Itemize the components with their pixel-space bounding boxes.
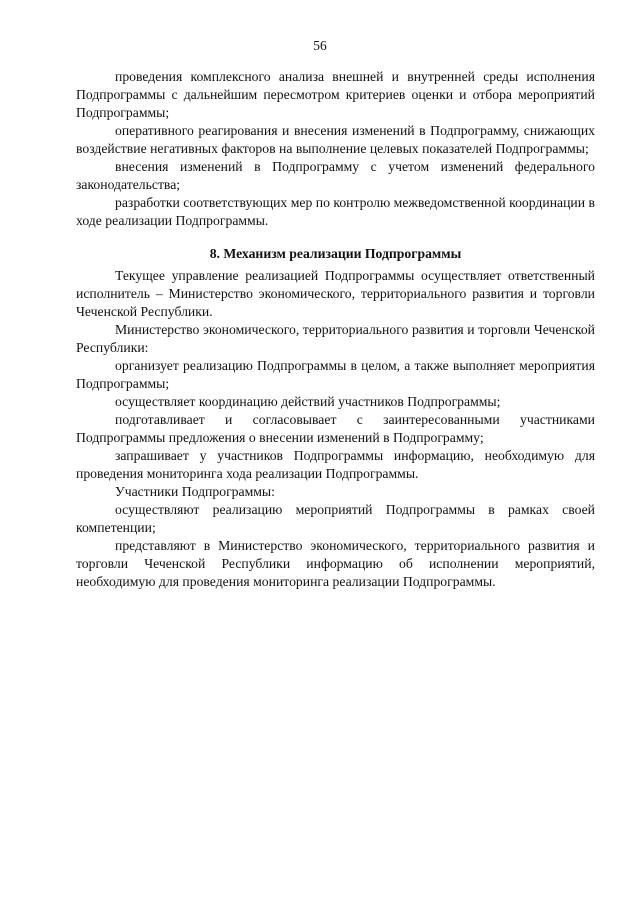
paragraph: Участники Подпрограммы: xyxy=(115,484,275,499)
page-content xyxy=(76,68,595,591)
paragraph: оперативного реагирования и внесения изменений в Подпрограмму, снижающих воздействие негативных факторов на выполнение целевых показателей Подпрограммы; xyxy=(76,123,595,156)
paragraph: подготавливает и согласовывает с заинтересованными участниками Подпрограммы предложения о внесении изменений в Подпрограмму; xyxy=(76,412,595,445)
paragraph: разработки соответствующих мер по контролю межведомственной координации в ходе реализации Подпрограммы. xyxy=(76,195,595,228)
paragraph: организует реализацию Подпрограммы в целом, а также выполняет мероприятия Подпрограммы; xyxy=(76,358,595,391)
paragraph: осуществляет координацию действий участников Подпрограммы; xyxy=(115,394,501,409)
paragraph: Текущее управление реализацией Подпрограммы осуществляет ответственный исполнитель – Министерство экономического, территориального развития и торговли Чеченской Республики. xyxy=(76,268,595,319)
paragraph: запрашивает у участников Подпрограммы информацию, необходимую для проведения мониторинга хода реализации Подпрограммы. xyxy=(76,448,595,481)
paragraph: внесения изменений в Подпрограмму с учетом изменений федерального законодательства; xyxy=(76,159,595,192)
paragraph: проведения комплексного анализа внешней и внутренней среды исполнения Подпрограммы с дальнейшим пересмотром критериев оценки и отбора мероприятий Подпрограммы; xyxy=(76,69,595,120)
section-heading: 8. Механизм реализации Подпрограммы xyxy=(209,246,462,261)
paragraph: представляют в Министерство экономического, территориального развития и торговли Чеченской Республики информацию об исполнении мероприятий, необходимую для проведения мониторинга реализации Подпрограммы. xyxy=(76,538,595,589)
page-number: 56 xyxy=(313,38,327,53)
paragraph: осуществляют реализацию мероприятий Подпрограммы в рамках своей компетенции; xyxy=(76,502,595,535)
paragraph: Министерство экономического, территориального развития и торговли Чеченской Республики: xyxy=(76,322,595,355)
